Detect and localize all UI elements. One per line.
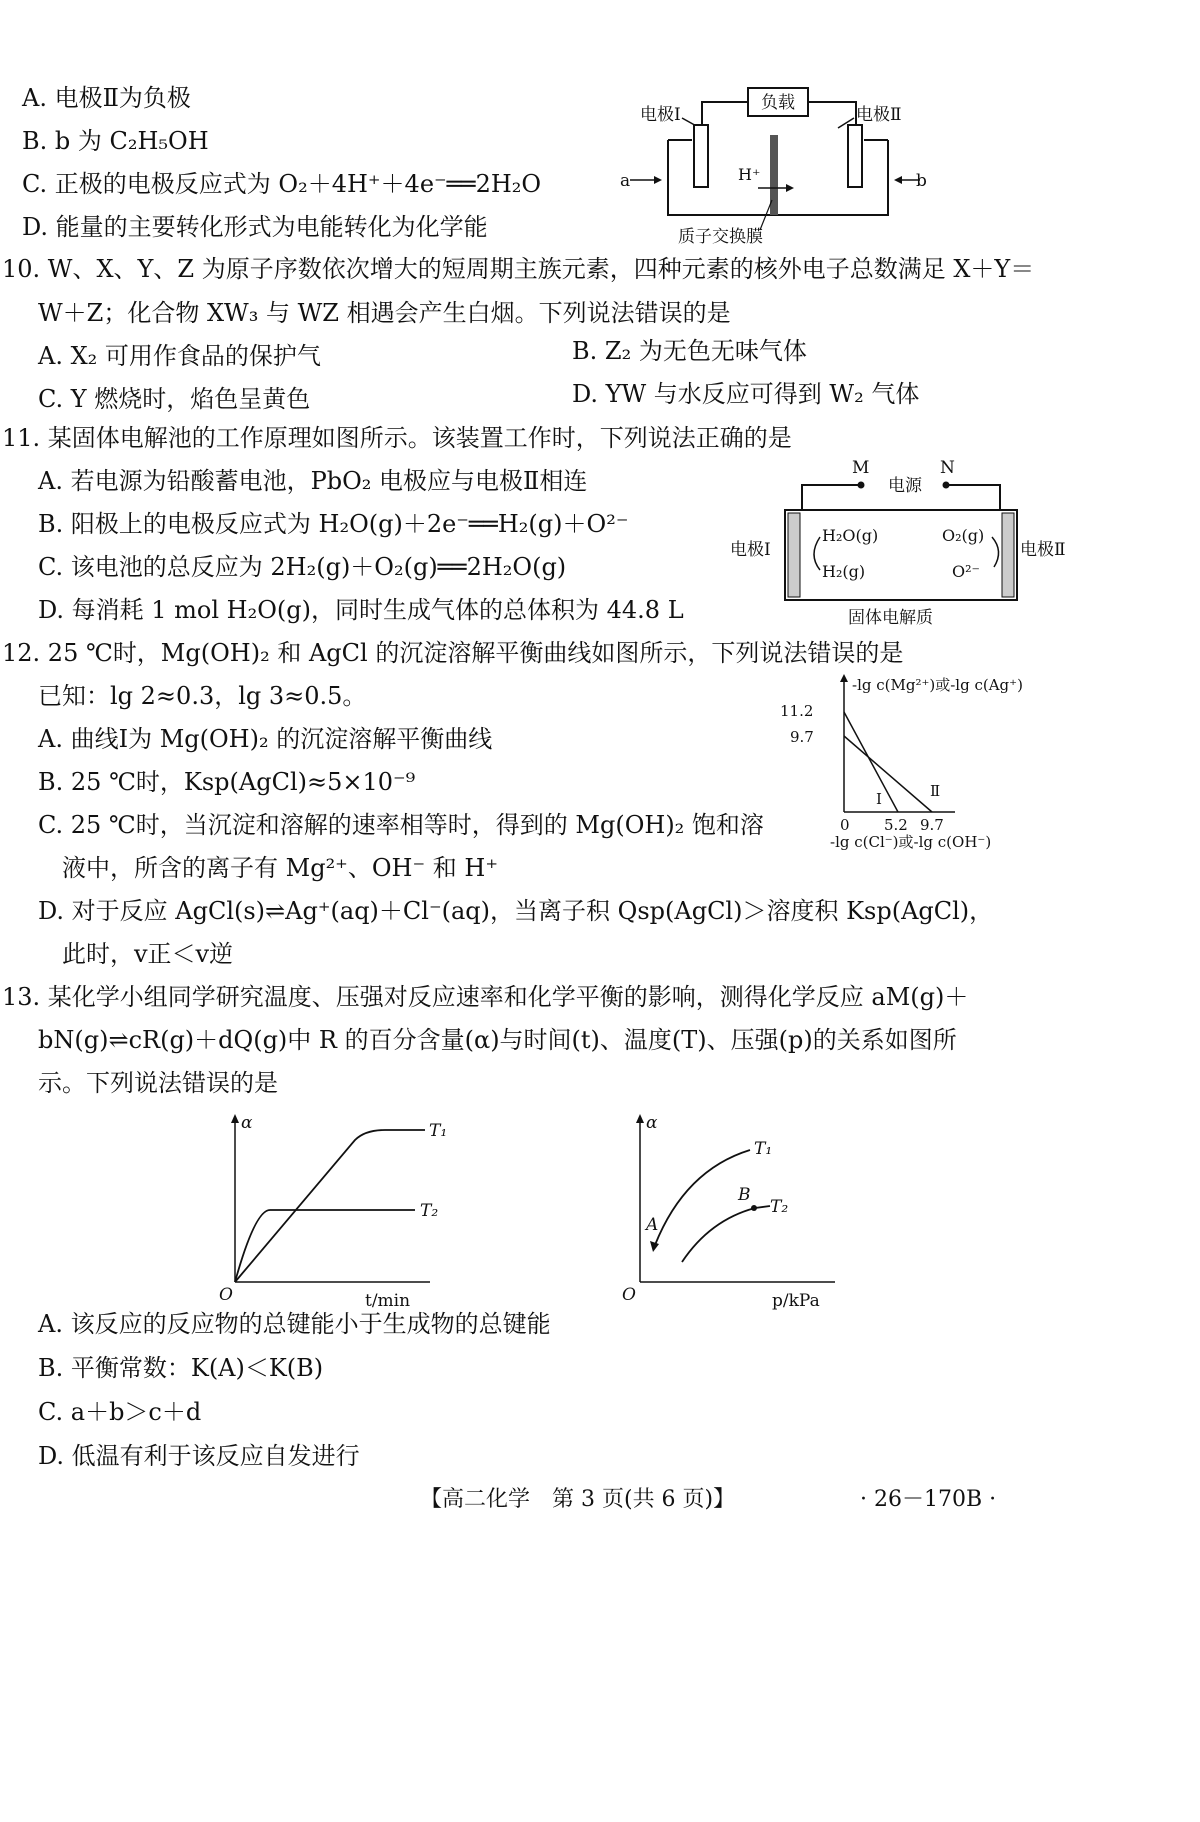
q13-fig2-A-label: A bbox=[646, 1215, 659, 1235]
q9-load-label: 负载 bbox=[761, 93, 795, 113]
q13-stem-line2: bN(g)⇌cR(g)＋dQ(g)中 R 的百分含量(α)与时间(t)、温度(T)、压强(p)的关系如图所 bbox=[38, 1026, 957, 1054]
q11-option-a: A. 若电源为铅酸蓄电池，PbO₂ 电极应与电极Ⅱ相连 bbox=[38, 467, 588, 495]
q11-N-label: N bbox=[940, 458, 955, 478]
q13-fig1-T1-label: T₁ bbox=[429, 1121, 448, 1141]
q11-source-label: 电源 bbox=[888, 476, 922, 496]
q13-option-d: D. 低温有利于该反应自发进行 bbox=[38, 1442, 360, 1470]
q9-electrode1-label: 电极Ⅰ bbox=[640, 105, 681, 125]
q12-solubility-graph bbox=[780, 672, 1080, 851]
q13-fig1-xlabel: t/min bbox=[365, 1291, 411, 1311]
q11-electrolyte-label: 固体电解质 bbox=[848, 608, 933, 628]
q12-y-tick-11-2: 11.2 bbox=[780, 702, 814, 720]
q9-fuel-cell-figure bbox=[620, 80, 930, 255]
q9-option-a: A. 电极Ⅱ为负极 bbox=[22, 84, 191, 112]
q12-option-b: B. 25 ℃时，Ksp(AgCl)≈5×10⁻⁹ bbox=[38, 768, 416, 796]
q13-option-b: B. 平衡常数：K(A)＜K(B) bbox=[38, 1354, 324, 1382]
q13-option-c: C. a＋b＞c＋d bbox=[38, 1398, 202, 1426]
q12-curve1-label: Ⅰ bbox=[876, 790, 882, 808]
q13-fig2-T2-label: T₂ bbox=[770, 1197, 789, 1217]
q12-known: 已知：lg 2≈0.3，lg 3≈0.5。 bbox=[38, 682, 367, 710]
q13-fig2-xlabel: p/kPa bbox=[772, 1291, 820, 1311]
q11-M-label: M bbox=[852, 458, 870, 478]
q13-stem-line1: 13. 某化学小组同学研究温度、压强对反应速率和化学平衡的影响，测得化学反应 aM(g)＋ bbox=[2, 983, 969, 1011]
q11-electrode1-label: 电极Ⅰ bbox=[730, 540, 771, 560]
q13-fig2-point-B bbox=[751, 1205, 757, 1211]
q13-fig2-T1-label: T₁ bbox=[754, 1139, 773, 1159]
q12-option-c-line2: 液中，所含的离子有 Mg²⁺、OH⁻ 和 H⁺ bbox=[62, 854, 498, 882]
page-footer: 【高二化学 第 3 页(共 6 页)】 bbox=[420, 1487, 736, 1512]
q13-fig2-curve-T2 bbox=[682, 1206, 770, 1262]
q11-option-b: B. 阳极上的电极反应式为 H₂O(g)＋2e⁻══H₂(g)＋O²⁻ bbox=[38, 510, 629, 538]
q11-h2-label: H₂(g) bbox=[822, 562, 866, 581]
q13-fig1-origin: O bbox=[219, 1285, 233, 1305]
q12-x-tick-9-7: 9.7 bbox=[920, 816, 944, 834]
q9-hplus-label: H⁺ bbox=[738, 165, 761, 184]
q10-stem-line1: 10. W、X、Y、Z 为原子序数依次增大的短周期主族元素，四种元素的核外电子总数满足 X＋Y＝ bbox=[2, 255, 1035, 283]
q13-fig1-ylabel: α bbox=[241, 1113, 253, 1133]
q12-stem: 12. 25 ℃时，Mg(OH)₂ 和 AgCl 的沉淀溶解平衡曲线如图所示，下列说法错误的是 bbox=[2, 639, 904, 667]
q11-stem: 11. 某固体电解池的工作原理如图所示。该装置工作时，下列说法正确的是 bbox=[2, 424, 792, 452]
q11-h2o-label: H₂O(g) bbox=[822, 526, 879, 545]
q9-option-b: B. b 为 C₂H₅OH bbox=[22, 127, 209, 155]
q10-option-d: D. YW 与水反应可得到 W₂ 气体 bbox=[572, 380, 920, 408]
q12-y-tick-9-7: 9.7 bbox=[790, 728, 814, 746]
q12-option-d-line2: 此时，v正＜v逆 bbox=[62, 940, 234, 968]
q13-fig1-curve-T1 bbox=[235, 1130, 425, 1282]
q12-option-c-line1: C. 25 ℃时，当沉淀和溶解的速率相等时，得到的 Mg(OH)₂ 饱和溶 bbox=[38, 811, 764, 839]
q12-option-a: A. 曲线Ⅰ为 Mg(OH)₂ 的沉淀溶解平衡曲线 bbox=[38, 725, 493, 753]
q10-option-c: C. Y 燃烧时，焰色呈黄色 bbox=[38, 385, 311, 413]
q13-fig1-curve-T2 bbox=[235, 1210, 415, 1282]
q11-electrolysis-figure bbox=[730, 455, 1066, 630]
q12-x-tick-0: 0 bbox=[840, 816, 850, 834]
q9-electrode2-label: 电极Ⅱ bbox=[856, 105, 902, 125]
q13-fig2-ylabel: α bbox=[646, 1113, 658, 1133]
q12-x-tick-5-2: 5.2 bbox=[884, 816, 908, 834]
q12-curve2-label: Ⅱ bbox=[930, 782, 941, 800]
q10-stem-line2: W＋Z；化合物 XW₃ 与 WZ 相遇会产生白烟。下列说法错误的是 bbox=[38, 299, 731, 327]
q9-a-label: a bbox=[620, 171, 631, 191]
q12-ylabel: -lg c(Mg²⁺)或-lg c(Ag⁺) bbox=[852, 676, 1023, 694]
q13-fig2-B-label: B bbox=[738, 1185, 751, 1205]
q13-fig2-origin: O bbox=[622, 1285, 636, 1305]
q13-stem-line3: 示。下列说法错误的是 bbox=[38, 1069, 278, 1097]
q10-option-b: B. Z₂ 为无色无味气体 bbox=[572, 337, 807, 365]
q11-option-d: D. 每消耗 1 mol H₂O(g)，同时生成气体的总体积为 44.8 L bbox=[38, 596, 684, 624]
q13-option-a: A. 该反应的反应物的总键能小于生成物的总键能 bbox=[38, 1310, 551, 1338]
page-code: · 26－170B · bbox=[860, 1487, 997, 1512]
q9-b-label: b bbox=[916, 171, 927, 191]
q11-option-c: C. 该电池的总反应为 2H₂(g)＋O₂(g)══2H₂O(g) bbox=[38, 553, 567, 581]
q9-option-c: C. 正极的电极反应式为 O₂＋4H⁺＋4e⁻══2H₂O bbox=[22, 170, 542, 198]
q12-xlabel: -lg c(Cl⁻)或-lg c(OH⁻) bbox=[830, 833, 992, 851]
q9-option-d: D. 能量的主要转化形式为电能转化为化学能 bbox=[22, 213, 488, 241]
q11-o2-label: O₂(g) bbox=[942, 526, 985, 545]
q9-membrane-label: 质子交换膜 bbox=[678, 227, 763, 247]
q11-o2minus-label: O²⁻ bbox=[952, 562, 980, 581]
q11-electrode2-label: 电极Ⅱ bbox=[1020, 540, 1066, 560]
q13-fig2-curve-T1 bbox=[655, 1150, 750, 1245]
q10-option-a: A. X₂ 可用作食品的保护气 bbox=[38, 342, 321, 370]
q13-fig1-T2-label: T₂ bbox=[420, 1201, 439, 1221]
q12-curve-1 bbox=[844, 712, 898, 812]
q12-option-d-line1: D. 对于反应 AgCl(s)⇌Ag⁺(aq)＋Cl⁻(aq)，当离子积 Qsp(AgCl)＞溶度积 Ksp(AgCl)， bbox=[38, 897, 994, 925]
q12-curve-2 bbox=[844, 736, 932, 812]
q13-alpha-time-graph bbox=[215, 1110, 465, 1310]
q13-alpha-pressure-graph bbox=[610, 1110, 860, 1310]
